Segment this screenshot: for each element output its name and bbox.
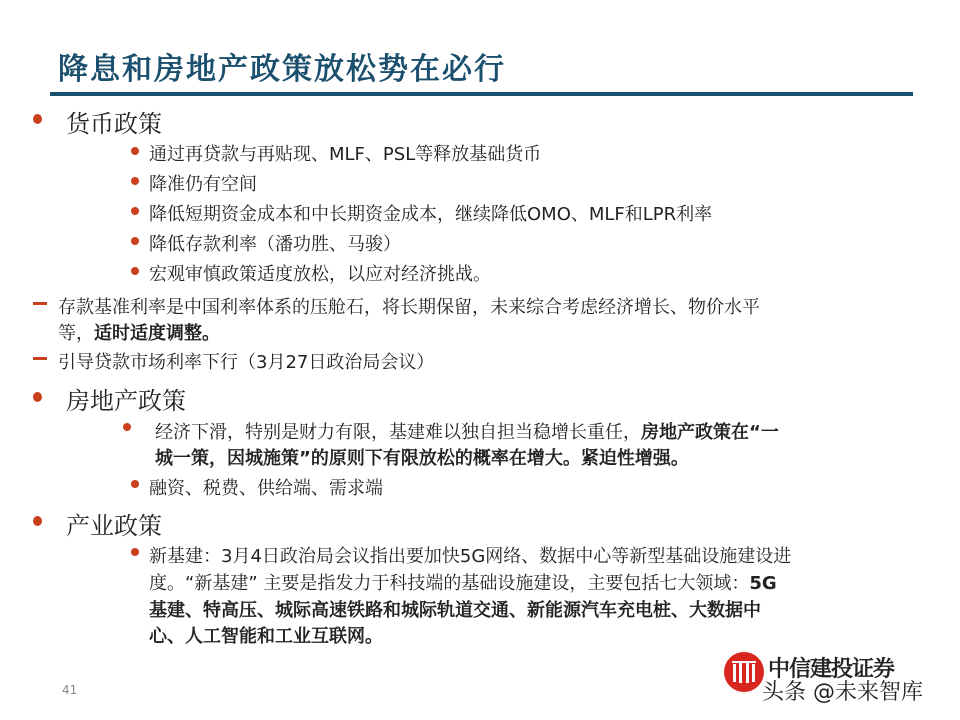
text-normal: 度。“新基建” 主要是指发力于科技端的基础设施建设，主要包括七大领域： xyxy=(149,573,750,594)
dash-marker xyxy=(33,302,47,305)
list-item: 融资、税费、供给端、需求端 xyxy=(149,478,383,499)
dash-item-continuation xyxy=(58,319,220,345)
bullet-dot xyxy=(33,516,42,526)
page-number: 41 xyxy=(62,683,78,697)
bullet-dot xyxy=(33,392,42,402)
text-bold: 基建、特高压、城际高速铁路和城际轨道交通、新能源汽车充电桩、大数据中 xyxy=(149,600,761,621)
slide-title: 降息和房地产政策放松势在必行 xyxy=(58,52,506,87)
logo-emblem-icon xyxy=(724,652,764,692)
list-item: 新基建：3月4日政治局会议指出要加快5G网络、数据中心等新型基础设施建设进 xyxy=(149,546,792,567)
list-item: 降准仍有空间 xyxy=(149,174,257,195)
bullet-dot xyxy=(131,147,139,155)
text-normal: 等， xyxy=(58,323,94,344)
list-item: 降低短期资金成本和中长期资金成本，继续降低OMO、MLF和LPR利率 xyxy=(149,204,713,225)
list-item: 通过再贷款与再贴现、MLF、PSL等释放基础货币 xyxy=(149,144,542,165)
bullet-dot xyxy=(131,480,139,488)
bullet-dot xyxy=(131,177,139,185)
list-item-continuation xyxy=(155,444,689,470)
list-item: 降低存款利率（潘功胜、马骏） xyxy=(149,234,401,255)
list-item xyxy=(155,418,779,444)
list-item-continuation xyxy=(149,569,777,595)
watermark: 头条 @未来智库 xyxy=(762,680,923,705)
bullet-dot xyxy=(33,114,42,124)
text-bold: 房地产政策在“一 xyxy=(641,422,779,443)
bullet-dot xyxy=(131,237,139,245)
section-heading-real-estate: 房地产政策 xyxy=(66,387,186,415)
bullet-dot xyxy=(123,423,131,431)
dash-marker xyxy=(33,357,47,360)
title-divider xyxy=(50,92,913,96)
dash-item: 引导贷款市场利率下行（3月27日政治局会议） xyxy=(58,352,435,373)
text-bold: 适时适度调整。 xyxy=(94,323,220,344)
section-heading-industrial: 产业政策 xyxy=(66,512,162,540)
text-normal: 经济下滑，特别是财力有限，基建难以独自担当稳增长重任， xyxy=(155,422,641,443)
logo-text: 中信建投证券 xyxy=(768,656,895,682)
section-heading-monetary: 货币政策 xyxy=(66,110,162,138)
dash-item: 存款基准利率是中国利率体系的压舱石，将长期保留，未来综合考虑经济增长、物价水平 xyxy=(58,297,760,318)
text-bold: 5G xyxy=(749,573,777,594)
list-item: 宏观审慎政策适度放松，以应对经济挑战。 xyxy=(149,264,491,285)
bullet-dot xyxy=(131,548,139,556)
list-item-continuation xyxy=(149,622,383,648)
text-bold: 心、人工智能和工业互联网。 xyxy=(149,626,383,647)
list-item-continuation xyxy=(149,596,761,622)
bullet-dot xyxy=(131,267,139,275)
text-bold: 城一策，因城施策”的原则下有限放松的概率在增大。紧迫性增强。 xyxy=(155,448,689,469)
bullet-dot xyxy=(131,207,139,215)
